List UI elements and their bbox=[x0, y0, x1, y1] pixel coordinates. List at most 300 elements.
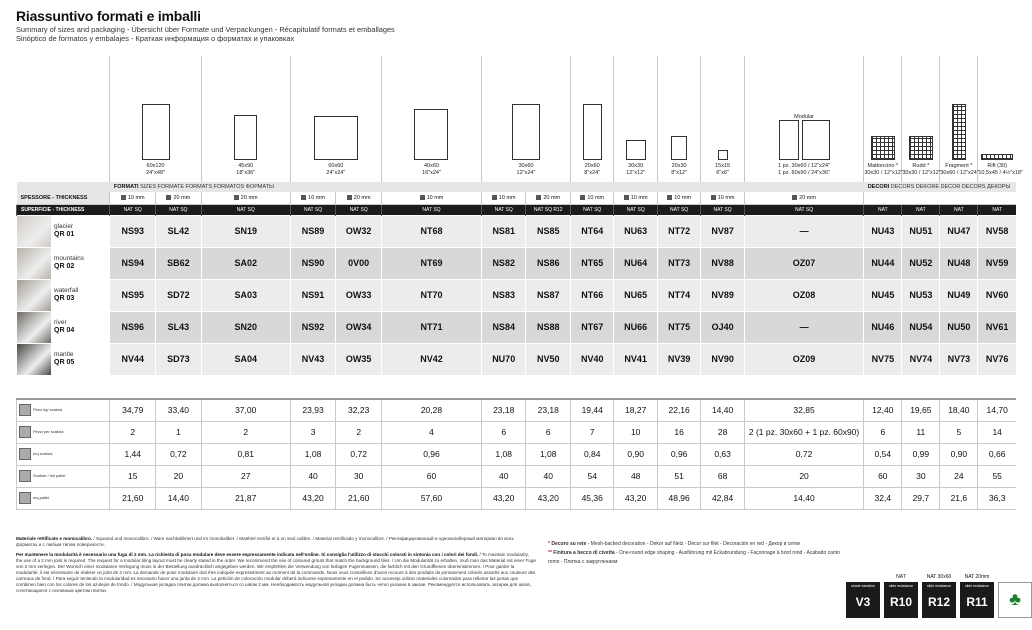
product-name: mantle bbox=[54, 351, 74, 358]
packaging-value: 18,40 bbox=[940, 399, 978, 421]
surface-value: NAT SQ bbox=[614, 204, 657, 215]
article-code: NV73 bbox=[940, 343, 978, 375]
packaging-row bbox=[17, 443, 1017, 465]
thickness-value: 10 mm bbox=[290, 192, 336, 204]
box-icon bbox=[19, 492, 31, 504]
article-code: — bbox=[744, 311, 864, 343]
article-code: NV90 bbox=[701, 343, 744, 375]
format-inches: 8"x24" bbox=[584, 169, 601, 176]
article-code: 0V00 bbox=[336, 247, 382, 279]
article-code: SN19 bbox=[201, 215, 290, 247]
box-icon bbox=[19, 404, 31, 416]
article-code: NV44 bbox=[110, 343, 156, 375]
thickness-value: 20 mm bbox=[336, 192, 382, 204]
product-swatch bbox=[17, 279, 110, 311]
format-cell bbox=[902, 56, 940, 182]
thickness-value: 10 mm bbox=[382, 192, 482, 204]
legend-edge: ** Finitura a becco di civetta - One-round edge shaping - Ausführung mit Eckabrundung - Façonnage à bord rond - Acabado canto romo - Плитка с закруглением bbox=[548, 550, 840, 565]
article-code: NV59 bbox=[978, 247, 1016, 279]
packaging-value: 34,79 bbox=[110, 399, 156, 421]
format-size: 45x90 bbox=[238, 163, 254, 169]
format-size: 30x30 bbox=[628, 163, 644, 169]
product-name: waterfall bbox=[54, 287, 79, 294]
format-inches: 16"x24" bbox=[422, 169, 441, 176]
format-shape bbox=[142, 104, 170, 160]
packaging-label: mq scatola bbox=[17, 443, 110, 465]
article-code: NT75 bbox=[657, 311, 700, 343]
format-inches: 30x30 / 12"x12" bbox=[864, 169, 903, 176]
article-code: OW33 bbox=[336, 279, 382, 311]
stone-texture bbox=[17, 248, 51, 279]
format-inches: 1 pz. 60x90 / 24"x36" bbox=[778, 169, 831, 176]
thickness-value: 20 mm bbox=[156, 192, 202, 204]
surface-value: NAT bbox=[864, 204, 902, 215]
packaging-value: 48 bbox=[614, 465, 657, 487]
article-code: NS81 bbox=[481, 215, 526, 247]
article-code: NV61 bbox=[978, 311, 1016, 343]
article-code: NU54 bbox=[902, 311, 940, 343]
packaging-value: 15 bbox=[110, 465, 156, 487]
format-cell bbox=[201, 56, 290, 182]
surface-value: NAT SQ bbox=[701, 204, 744, 215]
packaging-value: 3 bbox=[290, 421, 336, 443]
packaging-value: 11 bbox=[902, 421, 940, 443]
packaging-value: 21,87 bbox=[201, 487, 290, 509]
surface-value: NAT SQ bbox=[657, 204, 700, 215]
product-row bbox=[17, 247, 1017, 279]
square-icon bbox=[166, 195, 171, 200]
article-code: NV87 bbox=[701, 215, 744, 247]
packaging-value: 40 bbox=[526, 465, 571, 487]
square-icon bbox=[492, 195, 497, 200]
packaging-value: 51 bbox=[657, 465, 700, 487]
article-code: NT69 bbox=[382, 247, 482, 279]
article-code: NS86 bbox=[526, 247, 571, 279]
article-code: NU45 bbox=[864, 279, 902, 311]
format-size: 60x60 bbox=[328, 163, 344, 169]
article-code: NV41 bbox=[614, 343, 657, 375]
article-code: OZ08 bbox=[744, 279, 864, 311]
article-code: NS84 bbox=[481, 311, 526, 343]
article-code: NS91 bbox=[290, 279, 336, 311]
format-shape bbox=[512, 104, 540, 160]
format-inches: 30x60 / 12"x24" bbox=[940, 169, 979, 176]
product-code: QR 01 bbox=[54, 231, 75, 238]
article-code: NT64 bbox=[571, 215, 614, 247]
format-inches: 10,5x45 / 4½"x18" bbox=[978, 169, 1023, 176]
article-code: NT73 bbox=[657, 247, 700, 279]
square-icon bbox=[536, 195, 541, 200]
page-subtitle: Summary of sizes and packaging - Übersicht über Formate und Verpackungen - Récapitulatif formats et emballages bbox=[16, 25, 395, 34]
certification-badge: NAT 30x60 slide resistance R12 bbox=[922, 582, 956, 618]
format-size: Rudd * bbox=[912, 163, 930, 169]
article-code: OJ40 bbox=[701, 311, 744, 343]
packaging-value: 18,27 bbox=[614, 399, 657, 421]
article-code: NT72 bbox=[657, 215, 700, 247]
article-code: NS88 bbox=[526, 311, 571, 343]
packaging-value: 1,08 bbox=[481, 443, 526, 465]
article-code: NS83 bbox=[481, 279, 526, 311]
packaging-value: 55 bbox=[978, 465, 1016, 487]
article-code: NU70 bbox=[481, 343, 526, 375]
format-cell bbox=[864, 56, 902, 182]
format-shape bbox=[871, 136, 895, 160]
format-inches: 24"x48" bbox=[146, 169, 165, 176]
packaging-value: 14,40 bbox=[744, 487, 864, 509]
article-code: NV75 bbox=[864, 343, 902, 375]
format-inches: 6"x6" bbox=[716, 169, 729, 176]
format-size: 20x30 bbox=[671, 163, 687, 169]
article-code: NT66 bbox=[571, 279, 614, 311]
square-icon bbox=[301, 195, 306, 200]
packaging-value: 7 bbox=[571, 421, 614, 443]
article-code: NU44 bbox=[864, 247, 902, 279]
packaging-value: 30 bbox=[902, 465, 940, 487]
packaging-value: 1 bbox=[156, 421, 202, 443]
product-name: river bbox=[54, 319, 67, 326]
article-code: OW35 bbox=[336, 343, 382, 375]
article-code: NV42 bbox=[382, 343, 482, 375]
format-size: Rift (30) bbox=[987, 163, 1007, 169]
format-cell bbox=[481, 56, 570, 182]
article-code: NU53 bbox=[902, 279, 940, 311]
article-code: NT70 bbox=[382, 279, 482, 311]
packaging-value: 14,40 bbox=[156, 487, 202, 509]
packaging-value: 60 bbox=[382, 465, 482, 487]
packaging-value: 2 bbox=[336, 421, 382, 443]
surface-value: NAT SQ R12 bbox=[526, 204, 571, 215]
packaging-value: 6 bbox=[864, 421, 902, 443]
format-size: 30x60 bbox=[518, 163, 534, 169]
article-code: SB62 bbox=[156, 247, 202, 279]
packaging-value: 40 bbox=[481, 465, 526, 487]
packaging-value: 0,72 bbox=[156, 443, 202, 465]
packaging-value: 0,63 bbox=[701, 443, 744, 465]
packaging-value: 32,23 bbox=[336, 399, 382, 421]
article-code: OZ09 bbox=[744, 343, 864, 375]
product-swatch bbox=[17, 311, 110, 343]
article-code: SD72 bbox=[156, 279, 202, 311]
packaging-value: 0,54 bbox=[864, 443, 902, 465]
packaging-label: Pezzi per scatola bbox=[17, 421, 110, 443]
packaging-value: 42,84 bbox=[701, 487, 744, 509]
modular-shape bbox=[745, 120, 864, 160]
thickness-value: 10 mm bbox=[657, 192, 700, 204]
square-icon bbox=[420, 195, 425, 200]
packaging-value: 12,40 bbox=[864, 399, 902, 421]
format-inches: 12"x24" bbox=[516, 169, 536, 176]
packaging-value: 0,81 bbox=[201, 443, 290, 465]
article-code: OZ07 bbox=[744, 247, 864, 279]
box-icon bbox=[19, 426, 31, 438]
article-code: NU51 bbox=[902, 215, 940, 247]
article-code: SN20 bbox=[201, 311, 290, 343]
packaging-value: 29,7 bbox=[902, 487, 940, 509]
packaging-value: 19,44 bbox=[571, 399, 614, 421]
product-row bbox=[17, 215, 1017, 247]
product-name: glacier bbox=[54, 223, 74, 230]
packaging-value: 19,65 bbox=[902, 399, 940, 421]
packaging-value: 1,08 bbox=[290, 443, 336, 465]
article-code: NU63 bbox=[614, 215, 657, 247]
format-cell bbox=[290, 56, 381, 182]
article-code: NU47 bbox=[940, 215, 978, 247]
thickness-value: 10 mm bbox=[571, 192, 614, 204]
packaging-value: 43,20 bbox=[614, 487, 657, 509]
article-code: NS96 bbox=[110, 311, 156, 343]
format-shape bbox=[952, 104, 966, 160]
packaging-value: 32,85 bbox=[744, 399, 864, 421]
packaging-value: 16 bbox=[657, 421, 700, 443]
article-code: NU64 bbox=[614, 247, 657, 279]
article-code: NU50 bbox=[940, 311, 978, 343]
band-decors: DECORI DECORS DEKORE DECOR DECORS ДЕКОРЫ bbox=[864, 182, 1016, 192]
article-code: OW32 bbox=[336, 215, 382, 247]
format-shape bbox=[626, 140, 646, 160]
format-size: 15x15 bbox=[715, 163, 731, 169]
surface-value: NAT SQ bbox=[201, 204, 290, 215]
square-icon bbox=[234, 195, 239, 200]
thickness-value: 10 mm bbox=[481, 192, 526, 204]
format-cell bbox=[940, 56, 978, 182]
packaging-value: 20,28 bbox=[382, 399, 482, 421]
packaging-value: 28 bbox=[701, 421, 744, 443]
format-shape bbox=[583, 104, 602, 160]
packaging-value: 21,60 bbox=[110, 487, 156, 509]
article-code: SA04 bbox=[201, 343, 290, 375]
surface-value: NAT SQ bbox=[110, 204, 156, 215]
format-shape bbox=[909, 136, 933, 160]
article-code: SA03 bbox=[201, 279, 290, 311]
article-code: NS95 bbox=[110, 279, 156, 311]
square-icon bbox=[121, 195, 126, 200]
modular-piece bbox=[802, 120, 830, 160]
surface-row bbox=[17, 204, 1017, 215]
packaging-value: 0,99 bbox=[902, 443, 940, 465]
packaging-row bbox=[17, 487, 1017, 509]
article-code: NV74 bbox=[902, 343, 940, 375]
article-code: SA02 bbox=[201, 247, 290, 279]
stone-texture bbox=[17, 280, 51, 311]
packaging-row bbox=[17, 421, 1017, 443]
packaging-value: 20 bbox=[744, 465, 864, 487]
packaging-value: 10 bbox=[614, 421, 657, 443]
modular-piece bbox=[779, 120, 799, 160]
article-code: SD73 bbox=[156, 343, 202, 375]
article-code: NV88 bbox=[701, 247, 744, 279]
band-row bbox=[17, 182, 1017, 192]
packaging-value: 27 bbox=[201, 465, 290, 487]
format-size: Mattoncino * bbox=[867, 163, 899, 169]
format-size: 20x60 bbox=[584, 163, 600, 169]
square-icon bbox=[711, 195, 716, 200]
article-code: NS89 bbox=[290, 215, 336, 247]
packaging-value: 5 bbox=[940, 421, 978, 443]
packaging-value: 45,36 bbox=[571, 487, 614, 509]
format-size: Fragment * bbox=[945, 163, 973, 169]
format-shape bbox=[718, 150, 728, 160]
packaging-label: Scatole / full pallet bbox=[17, 465, 110, 487]
packaging-value: 0,96 bbox=[657, 443, 700, 465]
format-cell bbox=[744, 56, 864, 182]
format-size: 60x120 bbox=[146, 163, 165, 169]
page-title: Riassuntivo formati e imballi bbox=[16, 8, 201, 24]
article-code: NV43 bbox=[290, 343, 336, 375]
product-row bbox=[17, 343, 1017, 375]
packaging-value: 0,66 bbox=[978, 443, 1016, 465]
packaging-value: 0,72 bbox=[336, 443, 382, 465]
packaging-value: 23,18 bbox=[526, 399, 571, 421]
product-code: QR 03 bbox=[54, 295, 75, 302]
page-header bbox=[16, 8, 616, 43]
box-icon bbox=[19, 448, 31, 460]
thickness-value: 20 mm bbox=[201, 192, 290, 204]
format-cell bbox=[978, 56, 1023, 182]
packaging-value: 14 bbox=[978, 421, 1016, 443]
thickness-value: 10 mm bbox=[701, 192, 744, 204]
format-shape bbox=[981, 154, 1013, 160]
article-code: NS90 bbox=[290, 247, 336, 279]
packaging-value: 0,90 bbox=[614, 443, 657, 465]
article-code: NV89 bbox=[701, 279, 744, 311]
band-formats: FORMATI SIZES FORMATE FORMATS FORMATOS ФОРМАТЫ bbox=[110, 182, 864, 192]
article-code: NV40 bbox=[571, 343, 614, 375]
packaging-value: 60 bbox=[864, 465, 902, 487]
article-code: OW34 bbox=[336, 311, 382, 343]
certification-badges bbox=[846, 574, 1032, 618]
article-code: NT71 bbox=[382, 311, 482, 343]
format-cell bbox=[382, 56, 482, 182]
format-size: 40x60 bbox=[423, 163, 439, 169]
surface-value: NAT bbox=[902, 204, 940, 215]
format-shape bbox=[234, 115, 257, 160]
format-cell bbox=[110, 56, 201, 182]
packaging-value: 0,90 bbox=[940, 443, 978, 465]
footnotes bbox=[16, 536, 536, 598]
stone-texture bbox=[17, 216, 51, 247]
article-code: NV58 bbox=[978, 215, 1016, 247]
article-code: NU52 bbox=[902, 247, 940, 279]
surface-value: NAT SQ bbox=[156, 204, 202, 215]
packaging-value: 32,4 bbox=[864, 487, 902, 509]
square-icon bbox=[624, 195, 629, 200]
article-code: NU49 bbox=[940, 279, 978, 311]
packaging-value: 2 (1 pz. 30x60 + 1 pz. 60x90) bbox=[744, 421, 864, 443]
note-rectified: Materiale rettificato e monocalibro. / Squared and monocalibro. / Ware nachkalibriert und im monokaliber. / Matériel rectifié et à un seul calibre. / Material rectificado y monocalibre. / Ректифицированный и однокалиберный материал во всех форматах и с любым типом поверхности. bbox=[16, 536, 514, 547]
square-icon bbox=[667, 195, 672, 200]
thickness-value: 20 mm bbox=[526, 192, 571, 204]
article-code: NU65 bbox=[614, 279, 657, 311]
article-code: NV76 bbox=[978, 343, 1016, 375]
format-inches: 18"x36" bbox=[236, 169, 256, 176]
product-swatch bbox=[17, 247, 110, 279]
packaging-table bbox=[16, 398, 1016, 510]
packaging-value: 48,96 bbox=[657, 487, 700, 509]
packaging-value: 22,16 bbox=[657, 399, 700, 421]
modular-title: Modular bbox=[794, 113, 814, 120]
stone-texture bbox=[17, 344, 51, 375]
article-code: SL43 bbox=[156, 311, 202, 343]
packaging-value: 0,72 bbox=[744, 443, 864, 465]
surface-value: NAT SQ bbox=[290, 204, 336, 215]
packaging-value: 2 bbox=[110, 421, 156, 443]
packaging-value: 6 bbox=[526, 421, 571, 443]
packaging-value: 1,44 bbox=[110, 443, 156, 465]
product-swatch bbox=[17, 343, 110, 375]
format-inches: 8"x12" bbox=[671, 169, 688, 176]
format-size: 1 pz. 30x60 / 12"x24" bbox=[778, 163, 831, 169]
article-code: — bbox=[744, 215, 864, 247]
format-inches: 12"x12" bbox=[626, 169, 646, 176]
formats-table bbox=[16, 56, 1023, 375]
format-inches: 30x30 / 12"x12" bbox=[902, 169, 941, 176]
article-code: NU46 bbox=[864, 311, 902, 343]
product-code: QR 05 bbox=[54, 359, 75, 366]
article-code: NU66 bbox=[614, 311, 657, 343]
format-cell bbox=[657, 56, 700, 182]
article-code: NU48 bbox=[940, 247, 978, 279]
packaging-value: 57,60 bbox=[382, 487, 482, 509]
article-code: NS85 bbox=[526, 215, 571, 247]
packaging-value: 21,60 bbox=[336, 487, 382, 509]
format-shape bbox=[314, 116, 358, 160]
eco-label-icon: ♣ bbox=[998, 582, 1032, 618]
square-icon bbox=[347, 195, 352, 200]
packaging-value: 14,70 bbox=[978, 399, 1016, 421]
format-inches: 24"x24" bbox=[326, 169, 346, 176]
thickness-row bbox=[17, 192, 1017, 204]
surface-value: NAT SQ bbox=[382, 204, 482, 215]
thickness-value: 10 mm bbox=[110, 192, 156, 204]
surface-value: NAT SQ bbox=[571, 204, 614, 215]
packaging-value: 4 bbox=[382, 421, 482, 443]
packaging-value: 0,96 bbox=[382, 443, 482, 465]
packaging-value: 23,93 bbox=[290, 399, 336, 421]
certification-badge: shade variation V3 bbox=[846, 582, 880, 618]
certification-badge: NAT 20mm slide resistance R11 bbox=[960, 582, 994, 618]
legend bbox=[548, 540, 848, 567]
article-code: NV39 bbox=[657, 343, 700, 375]
packaging-value: 14,40 bbox=[701, 399, 744, 421]
packaging-value: 20 bbox=[156, 465, 202, 487]
packaging-value: 1,08 bbox=[526, 443, 571, 465]
surface-label: SUPERFICIE - THICKNESS bbox=[17, 204, 110, 215]
surface-value: NAT SQ bbox=[481, 204, 526, 215]
format-cell bbox=[571, 56, 614, 182]
format-shapes-row bbox=[17, 56, 1017, 182]
packaging-value: 6 bbox=[481, 421, 526, 443]
format-shape bbox=[414, 109, 448, 160]
article-code: NS94 bbox=[110, 247, 156, 279]
square-icon bbox=[792, 195, 797, 200]
square-icon bbox=[580, 195, 585, 200]
packaging-value: 23,18 bbox=[481, 399, 526, 421]
article-code: NS93 bbox=[110, 215, 156, 247]
format-cell bbox=[701, 56, 744, 182]
packaging-value: 2 bbox=[201, 421, 290, 443]
stone-texture bbox=[17, 312, 51, 343]
article-code: NS92 bbox=[290, 311, 336, 343]
product-code: QR 02 bbox=[54, 263, 75, 270]
packaging-value: 43,20 bbox=[526, 487, 571, 509]
product-row bbox=[17, 279, 1017, 311]
packaging-row bbox=[17, 399, 1017, 421]
article-code: SL42 bbox=[156, 215, 202, 247]
article-code: NV50 bbox=[526, 343, 571, 375]
article-code: NT65 bbox=[571, 247, 614, 279]
packaging-value: 43,20 bbox=[481, 487, 526, 509]
legend-mesh: * Decoro su rete - Mesh-backed decoration - Dekor auf Netz - Décor sur filet - Decoración en red - Декор в сетке bbox=[548, 541, 801, 547]
